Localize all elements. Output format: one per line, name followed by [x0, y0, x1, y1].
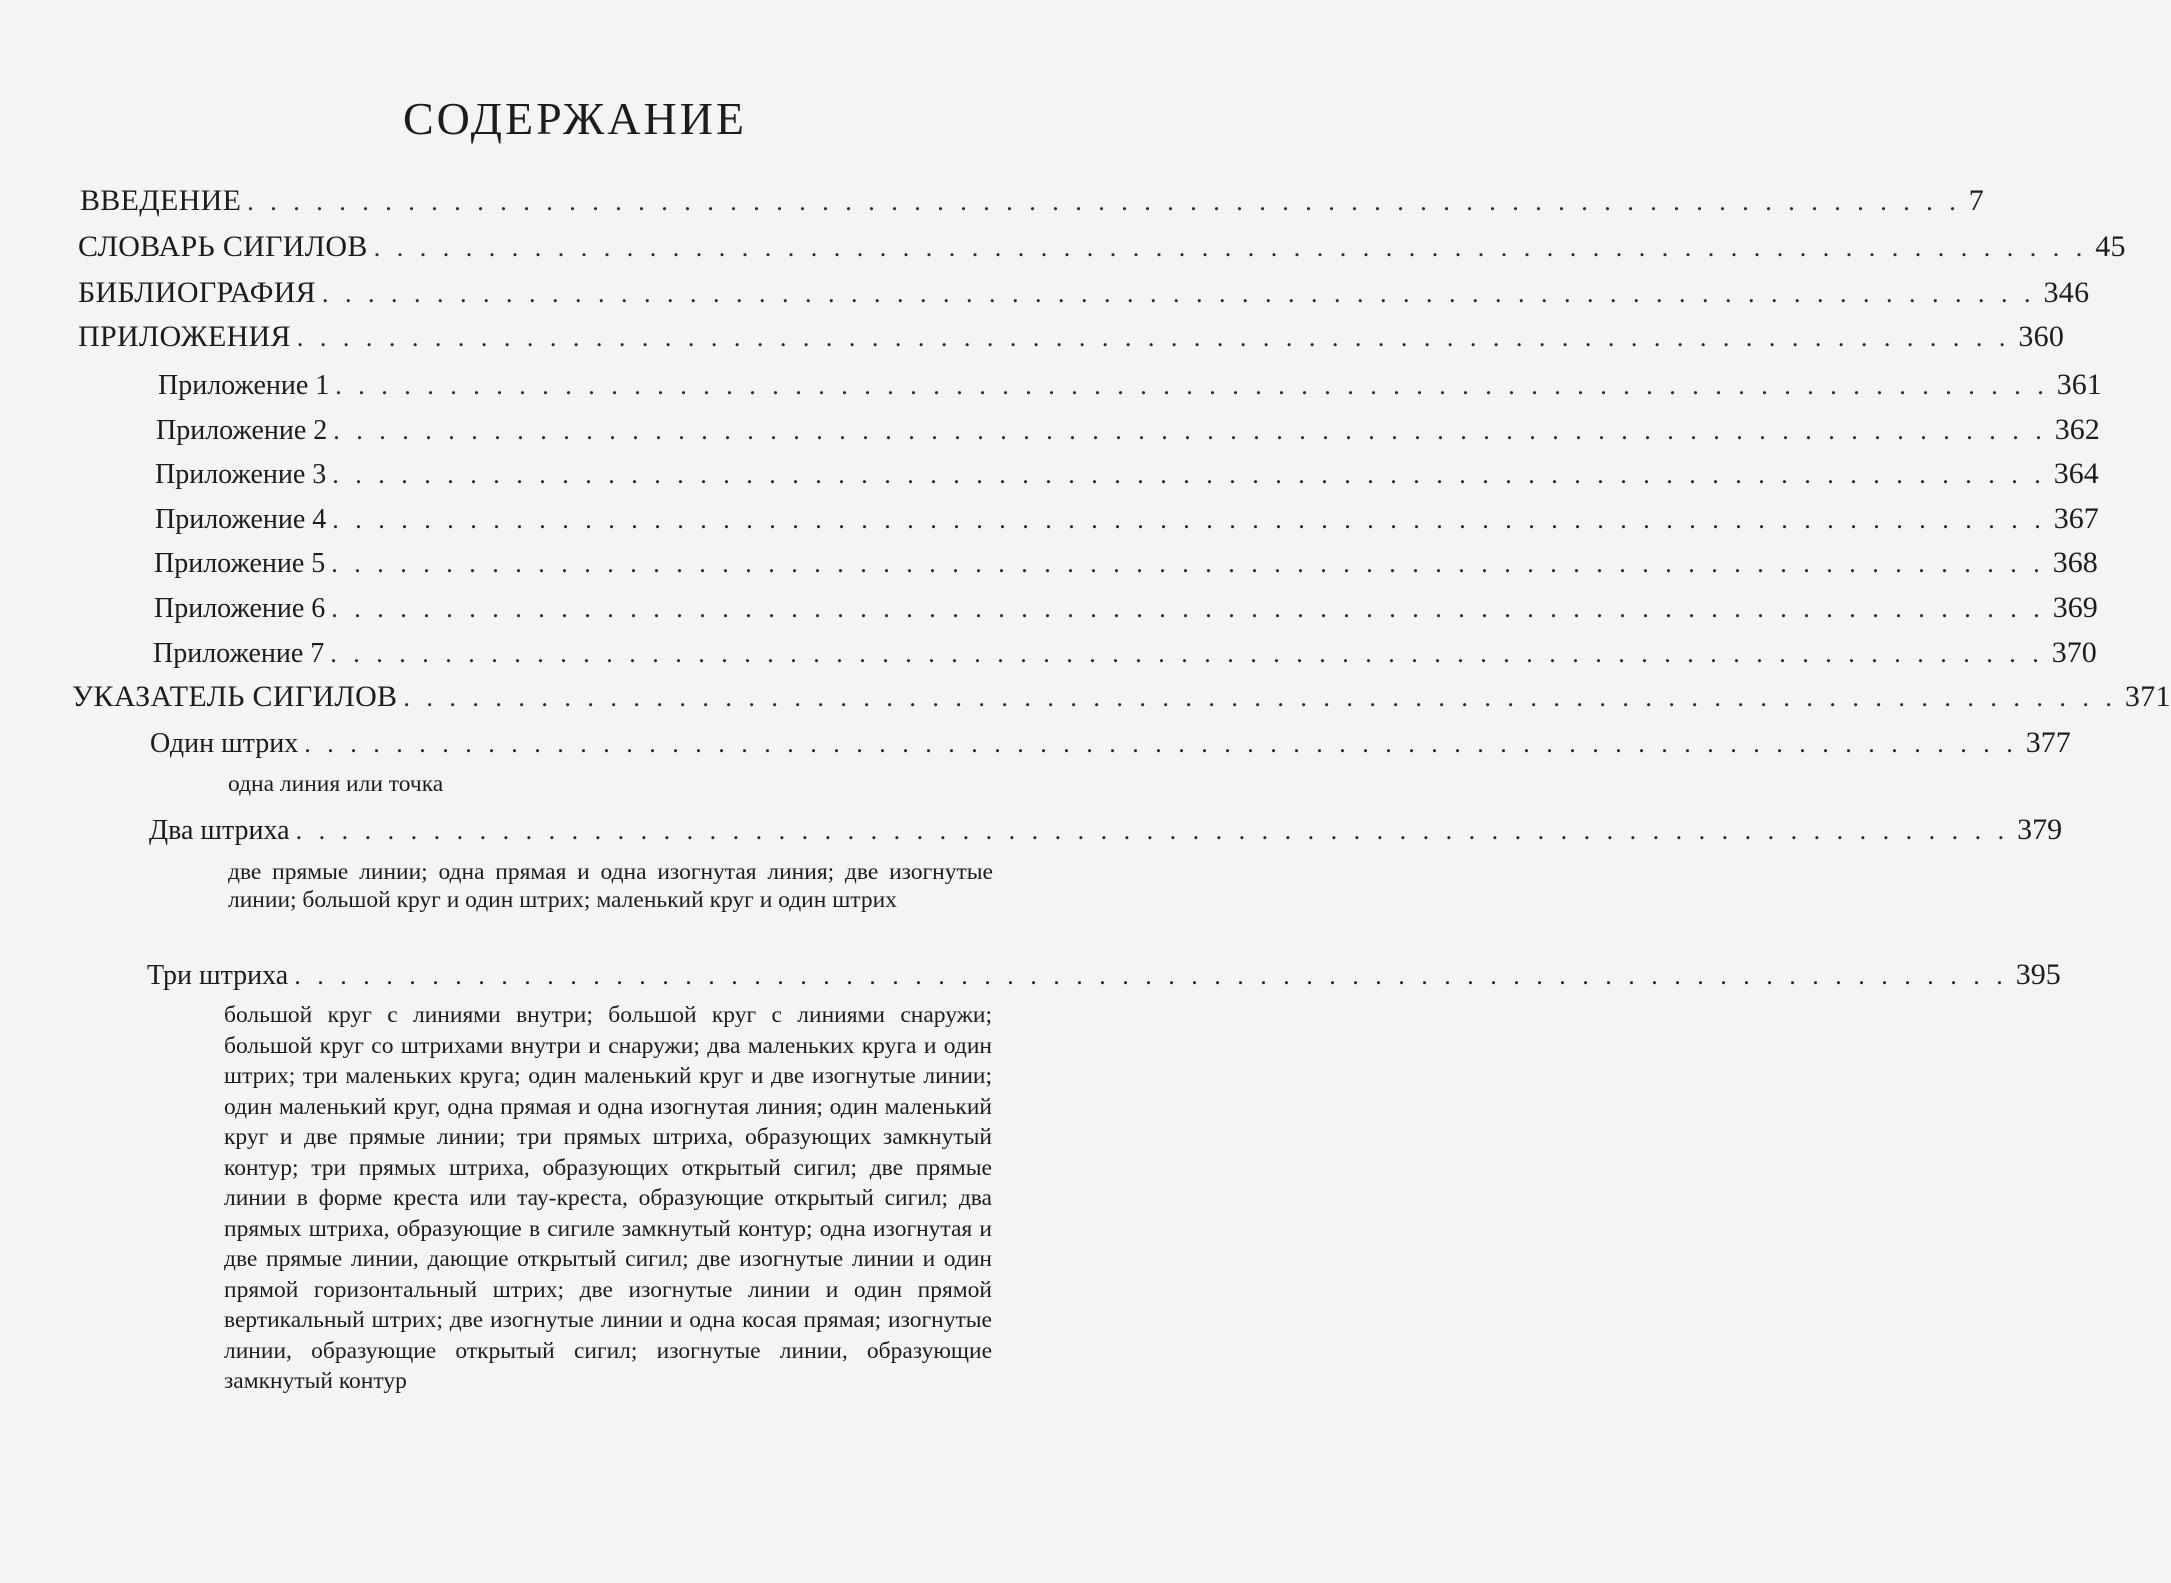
toc-entry-page: 368 — [2052, 546, 2098, 579]
leader-dots: . . . . . . . . . . . . . . . . . . . . . . . . . . . . . . . . . . . . . . . . . . . . . . . . . . . . . . . . . . . . . . . . . . . . . . . . . . . — [296, 323, 2011, 352]
toc-entry-page: 371 — [2124, 680, 2171, 713]
leader-dots: . . . . . . . . . . . . . . . . . . . . . . . . . . . . . . . . . . . . . . . . . . . . . . . . . . . . . . . . . . . . . . . . . . . . . . . . . . . — [294, 961, 2008, 990]
toc-entry-appendix-2[interactable] — [156, 413, 2100, 447]
leader-dots: . . . . . . . . . . . . . . . . . . . . . . . . . . . . . . . . . . . . . . . . . . . . . . . . . . . . . . . . . . . . . . . . . . . . . . . . . . . — [332, 460, 2046, 489]
toc-entry-page: 364 — [2053, 457, 2099, 490]
toc-entry-label: Приложение 1 — [158, 370, 330, 401]
toc-entry-label: СЛОВАРЬ СИГИЛОВ — [78, 230, 368, 263]
page-title: СОДЕРЖАНИЕ — [402, 93, 748, 144]
toc-entry-label: Приложение 7 — [153, 638, 325, 669]
toc-entry-description: две прямые линии; одна прямая и одна изогнутая линия; две изогнутые линии; большой круг и один штрих; маленький круг и один штрих — [228, 859, 993, 913]
toc-entry-label: Один штрих — [150, 728, 299, 759]
toc-entry-page: 395 — [2015, 958, 2061, 991]
toc-entry-page: 361 — [2056, 368, 2102, 401]
toc-entry-appendix-5[interactable] — [154, 546, 2098, 580]
toc-entry-description: одна линия или точка — [228, 771, 444, 797]
toc-entry-label: Два штриха — [149, 815, 290, 846]
leader-dots: . . . . . . . . . . . . . . . . . . . . . . . . . . . . . . . . . . . . . . . . . . . . . . . . . . . . . . . . . . . . . . . . . . . . . . . . . . . — [304, 729, 2018, 758]
toc-entry-appendix-7[interactable] — [153, 636, 2097, 670]
toc-entry-label: Приложение 2 — [156, 415, 328, 446]
toc-entry-label: ВВЕДЕНИЕ — [80, 184, 242, 217]
toc-entry-label: Приложение 3 — [155, 459, 327, 490]
toc-entry-page: 360 — [2018, 320, 2065, 353]
leader-dots: . . . . . . . . . . . . . . . . . . . . . . . . . . . . . . . . . . . . . . . . . . . . . . . . . . . . . . . . . . . . . . . . . . . . . . . . . . . — [331, 549, 2045, 578]
toc-entry-appendices[interactable] — [78, 320, 2065, 354]
toc-entry-label: БИБЛИОГРАФИЯ — [78, 276, 316, 309]
toc-entry-appendix-4[interactable] — [155, 502, 2099, 536]
toc-entry-one-stroke[interactable] — [150, 726, 2071, 760]
toc-entry-label: Три штриха — [147, 960, 289, 991]
toc-entry-intro[interactable] — [80, 184, 1985, 218]
leader-dots: . . . . . . . . . . . . . . . . . . . . . . . . . . . . . . . . . . . . . . . . . . . . . . . . . . . . . . . . . . . . . . . . . . . . . . . . . . . — [333, 416, 2047, 445]
toc-entry-page: 45 — [2095, 230, 2126, 263]
toc-entry-bibliography[interactable] — [78, 276, 2090, 310]
leader-dots: . . . . . . . . . . . . . . . . . . . . . . . . . . . . . . . . . . . . . . . . . . . . . . . . . . . . . . . . . . . . . . . . . . . . . . . . . . . — [373, 233, 2088, 262]
leader-dots: . . . . . . . . . . . . . . . . . . . . . . . . . . . . . . . . . . . . . . . . . . . . . . . . . . . . . . . . . . . . . . . . . . . . . . . . . . . — [295, 816, 2010, 845]
leader-dots: . . . . . . . . . . . . . . . . . . . . . . . . . . . . . . . . . . . . . . . . . . . . . . . . . . . . . . . . . . . . . . . . . . . . . . . . . . . — [335, 371, 2049, 400]
toc-entry-page: 377 — [2025, 726, 2071, 759]
leader-dots: . . . . . . . . . . . . . . . . . . . . . . . . . . . . . . . . . . . . . . . . . . . . . . . . . . . . . . . . . . . . . . . . . . . . . . . . . . . — [403, 683, 2117, 712]
leader-dots: . . . . . . . . . . . . . . . . . . . . . . . . . . . . . . . . . . . . . . . . . . . . . . . . . . . . . . . . . . . . . . . . . . . . . . . . . . . — [322, 279, 2036, 308]
toc-entry-page: 7 — [1968, 184, 1985, 217]
toc-entry-two-strokes[interactable] — [149, 813, 2063, 847]
toc-entry-label: УКАЗАТЕЛЬ СИГИЛОВ — [72, 680, 398, 713]
toc-entry-appendix-3[interactable] — [155, 457, 2099, 491]
toc-entry-page: 362 — [2054, 413, 2100, 446]
toc-entry-dictionary[interactable] — [78, 230, 2126, 264]
leader-dots: . . . . . . . . . . . . . . . . . . . . . . . . . . . . . . . . . . . . . . . . . . . . . . . . . . . . . . . . . . . . . . . . . . . . . . . . . . . — [331, 594, 2045, 623]
leader-dots: . . . . . . . . . . . . . . . . . . . . . . . . . . . . . . . . . . . . . . . . . . . . . . . . . . . . . . . . . . . . . . . . . . . . . . . . . . . — [330, 639, 2044, 668]
leader-dots: . . . . . . . . . . . . . . . . . . . . . . . . . . . . . . . . . . . . . . . . . . . . . . . . . . . . . . . . . . . . . . . . . . . . . . . . . . . — [247, 187, 1961, 216]
toc-entry-label: Приложение 4 — [155, 504, 327, 535]
toc-entry-page: 367 — [2053, 502, 2099, 535]
toc-entry-three-strokes[interactable] — [147, 958, 2061, 992]
toc-entry-page: 369 — [2052, 591, 2098, 624]
toc-entry-appendix-1[interactable] — [158, 368, 2102, 402]
toc-entry-page: 379 — [2017, 813, 2063, 846]
toc-entry-description: большой круг с линиями внутри; большой круг с линиями снаружи; большой круг со штрихами внутри и снаружи; два маленьких круга и один штрих; три маленьких круга; один маленький круг и две изогнутые линии; один маленький круг, одна прямая и одна изогнутая линия; один маленький круг и две прямые линии; три прямых штриха, образующих замкнутый контур; три прямых штриха, образующих открытый сигил; две прямые линии в форме креста или тау-креста, образующие открытый сигил; два прямых штриха, образующие в сигиле замкнутый контур; одна изогнутая и две прямые линии, дающие открытый сигил; две изогнутые линии и один прямой горизонтальный штрих; две изогнутые линии и один прямой вертикальный штрих; две изогнутые линии и одна косая прямая; изогнутые линии, образующие открытый сигил; изогнутые линии, образующие замкнутый контур — [224, 1002, 992, 1394]
toc-entry-label: ПРИЛОЖЕНИЯ — [78, 320, 291, 353]
toc-entry-appendix-6[interactable] — [154, 591, 2098, 625]
toc-entry-label: Приложение 6 — [154, 593, 326, 624]
toc-entry-page: 370 — [2051, 636, 2097, 669]
toc-entry-index[interactable] — [72, 680, 2171, 714]
toc-entry-label: Приложение 5 — [154, 548, 326, 579]
leader-dots: . . . . . . . . . . . . . . . . . . . . . . . . . . . . . . . . . . . . . . . . . . . . . . . . . . . . . . . . . . . . . . . . . . . . . . . . . . . — [332, 505, 2046, 534]
toc-entry-page: 346 — [2043, 276, 2090, 309]
